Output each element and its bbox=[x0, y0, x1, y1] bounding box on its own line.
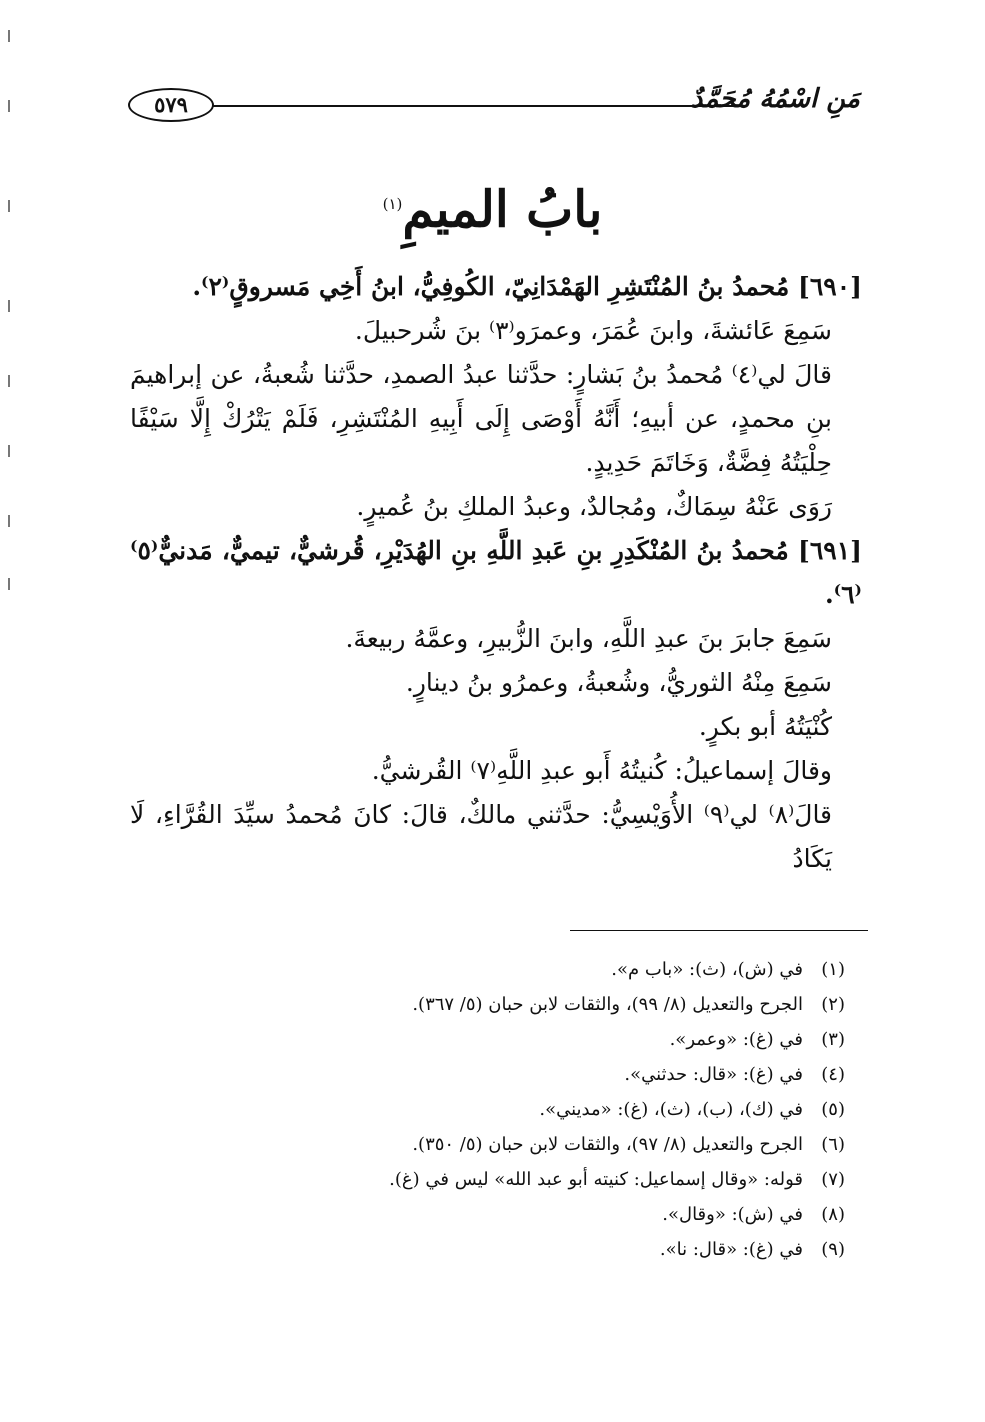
footnote bbox=[130, 1127, 865, 1162]
footnote bbox=[130, 952, 865, 987]
footnote-text: الجرح والتعديل (٨/ ٩٩)، والثقات لابن حبان (٥/ ٣٦٧). bbox=[412, 994, 803, 1015]
text-paragraph: وقالَ إسماعيلُ: كُنيتُهُ أَبو عبدِ اللَّهِ⁽٧⁾ القُرشيُّ. bbox=[371, 756, 832, 785]
edge-mark bbox=[8, 30, 10, 42]
footnote-text: في (غ): «قال: حدثني». bbox=[624, 1064, 803, 1085]
footnote bbox=[130, 1057, 865, 1092]
footnote-number: (١) bbox=[821, 959, 845, 980]
main-text bbox=[130, 265, 862, 881]
footnote-text: في (ك)، (ب)، (ث)، (غ): «مديني». bbox=[539, 1099, 803, 1120]
edge-mark bbox=[8, 300, 10, 312]
footnote bbox=[130, 987, 865, 1022]
footnote bbox=[130, 1022, 865, 1057]
text-paragraph: قالَ لي⁽٤⁾ مُحمدُ بنُ بَشارٍ: حدَّثنا عبدُ الصمدِ، حدَّثنا شُعبةُ، عن إبراهيمَ بنِ محمدٍ، عن أبيهِ؛ أَنَّهُ أَوْصَى إِلَى أَبِيهِ المُنْتَشِرِ، فَلَمْ يَتْرُكْ إِلَّا سَيْفًا حِلْيَتُهُ فِضَّةٌ، وَخَاتَمَ حَدِيدٍ. bbox=[130, 360, 832, 477]
edge-mark bbox=[8, 375, 10, 387]
footnote-text: قوله: «وقال إسماعيل: كنيته أبو عبد الله» ليس في (غ). bbox=[389, 1169, 803, 1190]
page-header bbox=[128, 84, 860, 124]
footnote bbox=[130, 1197, 865, 1232]
text-paragraph: كُنْيَتُهُ أبو بكرٍ. bbox=[698, 712, 832, 741]
text-paragraph: سَمِعَ عَائشةَ، وابنَ عُمَرَ، وعمرَو⁽٣⁾ بنَ شُرحبيلَ. bbox=[354, 316, 832, 345]
footnote-number: (٢) bbox=[821, 994, 845, 1015]
footnote-text: في (غ): «قال: نا». bbox=[659, 1239, 803, 1260]
page-number: ٥٧٩ bbox=[128, 88, 214, 122]
chapter-title-text: بابُ الميمِ bbox=[402, 179, 603, 239]
footnote-number: (٣) bbox=[821, 1029, 845, 1050]
text-paragraph: قالَ⁽٨⁾ لي⁽٩⁾ الأُوَيْسِيُّ: حدَّثني مالكٌ، قالَ: كانَ مُحمدُ سيِّدَ القُرَّاءِ، لَا يَكَادُ bbox=[130, 800, 833, 873]
entry-heading: [٦٩١] مُحمدُ بنُ المُنْكَدِرِ بنِ عَبدِ اللَّهِ بنِ الهُدَيْرِ، قُرشيٌّ، تيميٌّ، مَدنيٌّ⁽٥⁾⁽٦⁾. bbox=[130, 536, 862, 609]
footnotes bbox=[130, 952, 865, 1267]
edge-mark bbox=[8, 515, 10, 527]
footnote-number: (٧) bbox=[821, 1169, 845, 1190]
footnote-number: (٤) bbox=[821, 1064, 845, 1085]
footnote-number: (٨) bbox=[821, 1204, 845, 1225]
footnote bbox=[130, 1232, 865, 1267]
text-paragraph: سَمِعَ مِنْهُ الثوريُّ، وشُعبةُ، وعمرُو بنُ دينارٍ. bbox=[405, 668, 832, 697]
footnote-text: في (ش): «وقال». bbox=[662, 1204, 803, 1225]
header-rule bbox=[212, 105, 740, 107]
footnote-number: (٥) bbox=[821, 1099, 845, 1120]
chapter-title bbox=[0, 172, 985, 242]
footnote-divider bbox=[570, 930, 868, 931]
footnote bbox=[130, 1162, 865, 1197]
edge-mark bbox=[8, 100, 10, 112]
chapter-footnote-ref: (١) bbox=[382, 195, 403, 213]
text-paragraph: سَمِعَ جابرَ بنَ عبدِ اللَّهِ، وابنَ الزُّبيرِ، وعمَّهُ ربيعةَ. bbox=[345, 624, 832, 653]
edge-mark bbox=[8, 578, 10, 590]
footnote-text: الجرح والتعديل (٨/ ٩٧)، والثقات لابن حبان (٥/ ٣٥٠). bbox=[412, 1134, 803, 1155]
footnote-number: (٩) bbox=[821, 1239, 845, 1260]
text-paragraph: رَوَى عَنْهُ سِمَاكٌ، ومُجالدٌ، وعبدُ الملكِ بنُ عُميرٍ. bbox=[356, 492, 832, 521]
running-title: مَنِ اسْمُهُ مُحَمَّدٌ bbox=[690, 84, 860, 114]
entry-heading: [٦٩٠] مُحمدُ بنُ المُنْتَشِرِ الهَمْدَانِيّ، الكُوفِيُّ، ابنُ أَخِي مَسروقٍ⁽٢⁾. bbox=[192, 272, 862, 301]
footnote-text: في (ش)، (ث): «باب م». bbox=[611, 959, 803, 980]
footnote-text: في (غ): «وعمر». bbox=[669, 1029, 803, 1050]
footnote bbox=[130, 1092, 865, 1127]
edge-mark bbox=[8, 445, 10, 457]
footnote-number: (٦) bbox=[821, 1134, 845, 1155]
